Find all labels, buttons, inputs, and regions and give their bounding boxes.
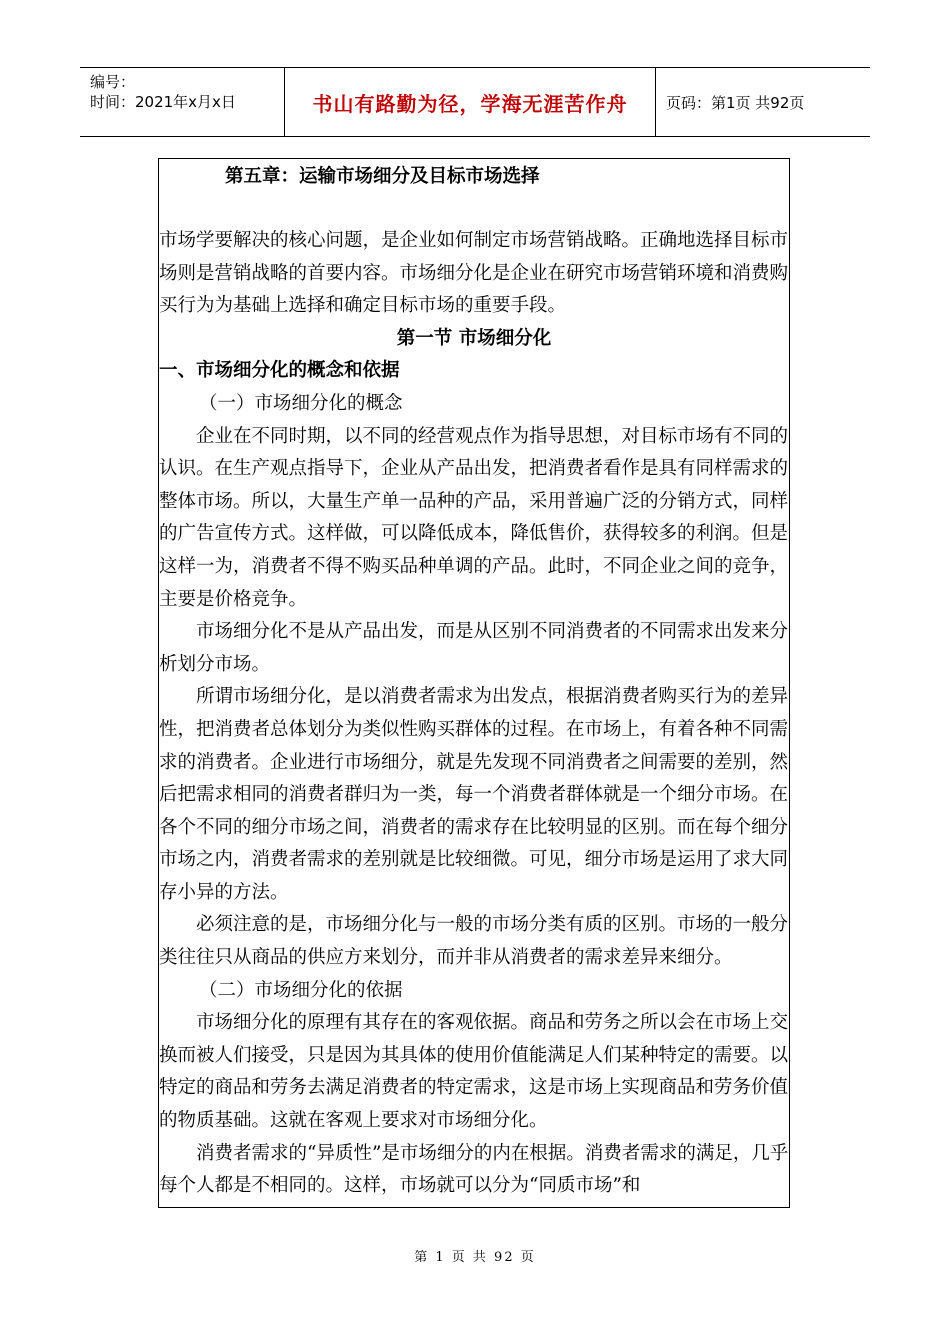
header-meta — [80, 68, 284, 136]
header-motto: 书山有路勤为径，学海无涯苦作舟 — [284, 68, 656, 136]
header-page-info: 页码：第1页 共92页 — [666, 93, 805, 112]
heading-concept-basis: 一、市场细分化的概念和依据 — [159, 360, 400, 382]
subheading-concept: （一）市场细分化的概念 — [199, 392, 403, 414]
page-header — [80, 67, 870, 137]
section-title: 第一节 市场细分化 — [396, 327, 552, 349]
document-number-label: 编号： — [90, 73, 136, 91]
subheading-basis: （二）市场细分化的依据 — [199, 979, 403, 1001]
paragraph: 市场细分化的原理有其存在的客观依据。商品和劳务之所以会在市场上交换而被人们接受，只是因为其具体的使用价值能满足人们某种特定的需要。以特定的商品和劳务去满足消费者的特定需求，这是市场上实现商品和劳务价值的物质基础。这就在客观上要求对市场细分化。 — [159, 1012, 789, 1132]
document-date: 时间：2021年x月x日 — [90, 93, 236, 111]
page-footer: 第 1 页 共 92 页 — [414, 1250, 536, 1265]
paragraph: 市场细分化不是从产品出发，而是从区别不同消费者的不同需求出发来分析划分市场。 — [159, 621, 789, 675]
intro-paragraph: 市场学要解决的核心问题，是企业如何制定市场营销战略。正确地选择目标市场则是营销战略的首要内容。市场细分化是企业在研究市场营销环境和消费购买行为为基础上选择和确定目标市场的重要手段。 — [159, 230, 789, 317]
chapter-title: 第五章：运输市场细分及目标市场选择 — [225, 166, 540, 187]
blank-line — [159, 193, 789, 225]
paragraph: 必须注意的是，市场细分化与一般的市场分类有质的区别。市场的一般分类往往只从商品的供应方来划分，而并非从消费者的需求差异来细分。 — [159, 914, 789, 969]
paragraph: 消费者需求的“异质性”是市场细分的内在根据。消费者需求的满足，几乎每个人都是不相同的。这样，市场就可以分为“同质市场”和 — [159, 1142, 789, 1197]
paragraph: 所谓市场细分化，是以消费者需求为出发点，根据消费者购买行为的差异性，把消费者总体划分为类似性购买群体的过程。在市场上，有着各种不同需求的消费者。企业进行市场细分，就是先发现不同消费者之间需要的差别，然后把需求相同的消费者群归为一类，每一个消费者群体就是一个细分市场。在各个不同的细分市场之间，消费者的需求存在比较明显的区别。而在每个细分市场之内，消费者需求的差别就是比较细微。可见，细分市场是运用了求大同存小异的方法。 — [159, 686, 789, 903]
document-body — [158, 158, 790, 1208]
paragraph: 企业在不同时期，以不同的经营观点作为指导思想，对目标市场有不同的认识。在生产观点指导下，企业从产品出发，把消费者看作是具有同样需求的整体市场。所以，大量生产单一品种的产品，采用普遍广泛的分销方式，同样的广告宣传方式。这样做，可以降低成本，降低售价，获得较多的利润。但是这样一为，消费者不得不购买品种单调的产品。此时，不同企业之间的竞争，主要是价格竞争。 — [159, 425, 789, 610]
